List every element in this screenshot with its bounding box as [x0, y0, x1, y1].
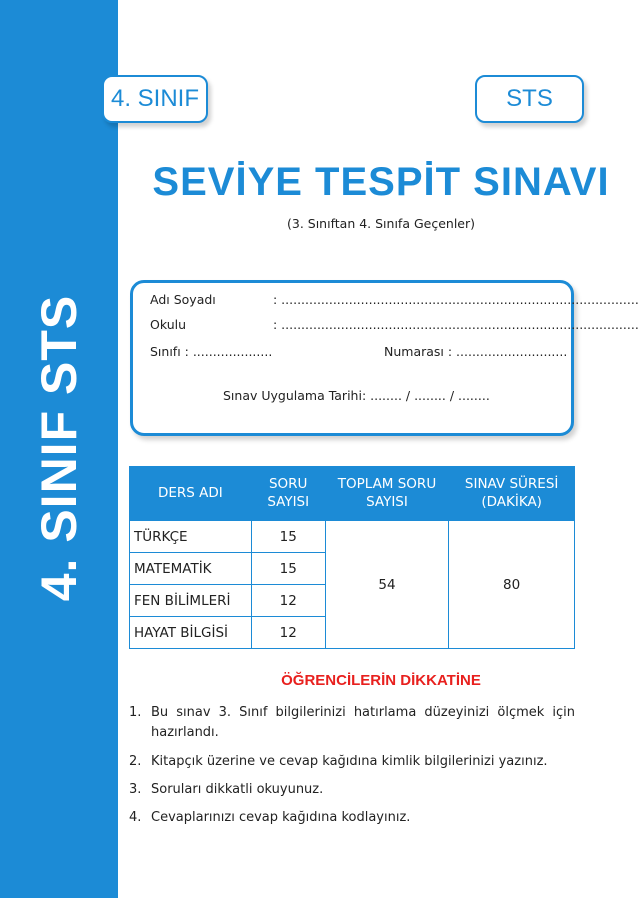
instruction-item	[129, 752, 575, 772]
instructions-title: ÖĞRENCİLERİN DİKKATİNE	[281, 672, 481, 689]
sidebar-title: 4. SINIF STS	[31, 294, 87, 602]
school-label: Okulu	[150, 317, 187, 332]
instruction-number: 3.	[129, 782, 142, 797]
header-toplam-soru: TOPLAM SORU SAYISI	[325, 467, 449, 521]
subject-cell: FEN BİLİMLERİ	[130, 585, 252, 617]
instruction-text: Bu sınav 3. Sınıf bilgilerinizi hatırlama düzeyinizi ölçmek için hazırlandı.	[151, 705, 575, 740]
instruction-text: Cevaplarınızı cevap kağıdına kodlayınız.	[151, 810, 411, 825]
subject-cell: TÜRKÇE	[130, 521, 252, 553]
exam-date-field[interactable]: Sınav Uygulama Tarihi: ........ / ........ / ........	[223, 388, 490, 403]
question-count-cell: 12	[251, 585, 325, 617]
header-sinav-suresi: SINAV SÜRESİ (DAKİKA)	[449, 467, 575, 521]
duration-cell: 80	[449, 521, 575, 649]
school-field[interactable]: : ..........................................................................................	[273, 317, 639, 332]
table-row	[130, 521, 575, 553]
instruction-text: Kitapçık üzerine ve cevap kağıdına kimlik bilgilerinizi yazınız.	[151, 754, 548, 769]
instruction-number: 2.	[129, 754, 142, 769]
sidebar-band	[0, 0, 118, 898]
instruction-text: Soruları dikkatli okuyunuz.	[151, 782, 324, 797]
instruction-item	[129, 703, 575, 743]
page-title: SEVİYE TESPİT SINAVI	[152, 160, 610, 204]
name-label: Adı Soyadı	[150, 292, 216, 307]
table-header-row	[130, 467, 575, 521]
question-count-cell: 12	[251, 617, 325, 649]
number-field[interactable]: Numarası : ............................	[384, 344, 568, 359]
class-field[interactable]: Sınıfı : ....................	[150, 344, 273, 359]
name-field[interactable]: : ..........................................................................................	[273, 292, 639, 307]
instruction-number: 4.	[129, 810, 142, 825]
subject-cell: MATEMATİK	[130, 553, 252, 585]
instruction-number: 1.	[129, 705, 142, 720]
exam-code-badge: STS	[475, 75, 584, 123]
instruction-item	[129, 780, 575, 800]
subject-cell: HAYAT BİLGİSİ	[130, 617, 252, 649]
question-count-cell: 15	[251, 521, 325, 553]
question-count-cell: 15	[251, 553, 325, 585]
header-soru-sayisi: SORU SAYISI	[251, 467, 325, 521]
total-questions-cell: 54	[325, 521, 449, 649]
header-ders-adi: DERS ADI	[130, 467, 252, 521]
grade-badge: 4. SINIF	[102, 75, 208, 123]
instruction-item	[129, 808, 575, 828]
page-subtitle: (3. Sınıftan 4. Sınıfa Geçenler)	[287, 216, 475, 231]
student-info-box	[130, 280, 639, 436]
exam-table	[129, 466, 575, 649]
